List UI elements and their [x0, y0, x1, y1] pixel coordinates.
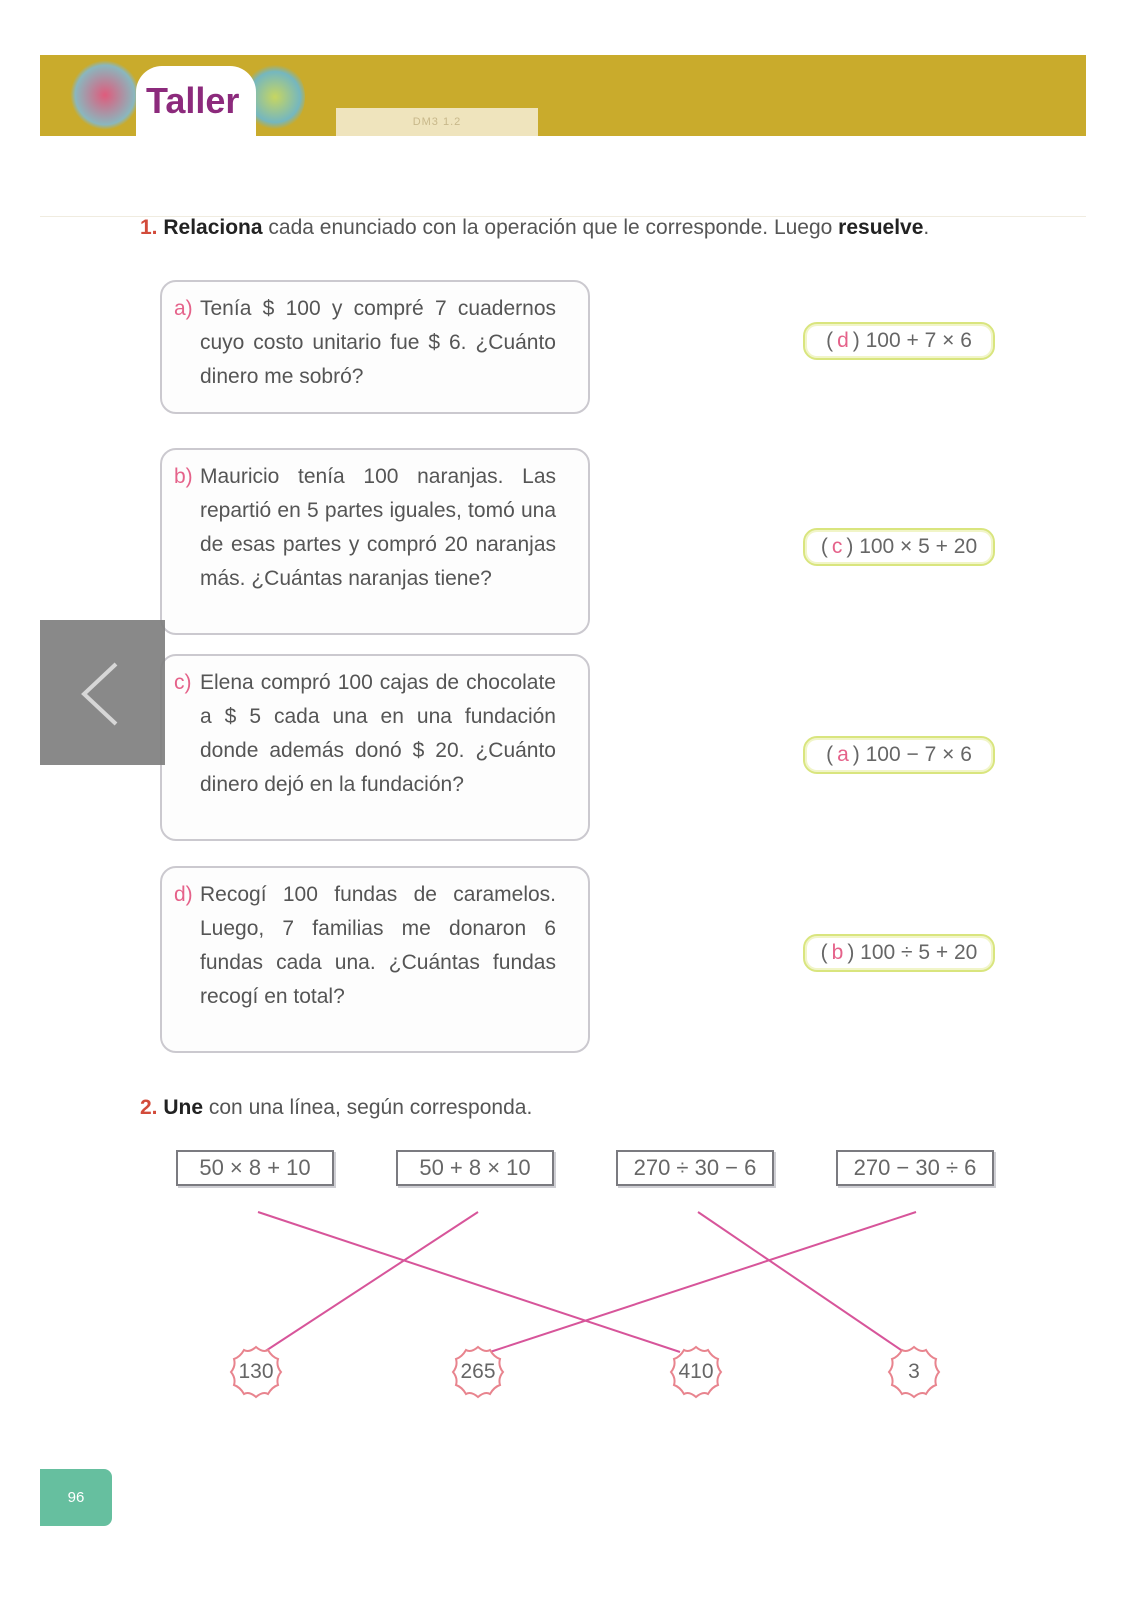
operation-expression: 100 − 7 × 6 — [865, 743, 972, 766]
statement-text: Mauricio tenía 100 naranjas. Las repartió en 5 partes iguales, tomó una de esas partes y compró 20 naranjas más. ¿Cuántas naranjas tiene? — [200, 465, 556, 590]
result-flower[interactable] — [886, 1344, 942, 1400]
operation-pill[interactable]: ( c ) 100 × 5 + 20 — [803, 528, 995, 566]
statement-letter: c) — [174, 671, 192, 694]
question-verb-2: resuelve — [838, 216, 924, 239]
operation-answer: b — [831, 941, 844, 964]
match-line — [264, 1212, 478, 1352]
page-title: Taller — [146, 80, 240, 121]
statement-letter: b) — [174, 465, 193, 488]
result-value: 130 — [238, 1360, 274, 1383]
page-number-tab: 96 — [40, 1469, 112, 1526]
question-number: 2. — [140, 1096, 158, 1119]
expression-box[interactable]: 270 ÷ 30 − 6 — [616, 1150, 774, 1186]
result-value: 3 — [908, 1360, 920, 1383]
match-line — [698, 1212, 904, 1352]
operation-expression: 100 × 5 + 20 — [859, 535, 978, 558]
operation-answer: c — [831, 535, 843, 558]
match-line — [490, 1212, 916, 1352]
operation-answer: a — [837, 743, 849, 766]
operation-pill[interactable]: ( b ) 100 ÷ 5 + 20 — [803, 934, 995, 972]
operation-pill[interactable]: ( d ) 100 + 7 × 6 — [803, 322, 995, 360]
question-text: con una línea, según corresponda. — [203, 1096, 533, 1119]
operation-pill[interactable]: ( a ) 100 − 7 × 6 — [803, 736, 995, 774]
header-tab-label: DM3 1.2 — [336, 108, 538, 136]
question-end: . — [923, 216, 930, 239]
operation-expression: 100 ÷ 5 + 20 — [860, 941, 978, 964]
statement-text: Elena compró 100 cajas de chocolate a $ 5 cada una en una fundación donde además donó $ 20. ¿Cuánto dinero dejó en la fundación? — [200, 671, 556, 796]
statement-text: Recogí 100 fundas de caramelos. Luego, 7 familias me donaron 6 fundas cada una. ¿Cuántas fundas recogí en total? — [200, 883, 556, 1008]
result-flower[interactable] — [668, 1344, 724, 1400]
statement-letter: a) — [174, 297, 193, 320]
question-verb: Une — [163, 1096, 204, 1119]
question-text: cada enunciado con la operación que le corresponde. Luego — [262, 216, 839, 239]
result-value: 265 — [460, 1360, 496, 1383]
expression-box[interactable]: 270 − 30 ÷ 6 — [836, 1150, 994, 1186]
expression-box[interactable]: 50 + 8 × 10 — [396, 1150, 554, 1186]
expression-box[interactable]: 50 × 8 + 10 — [176, 1150, 334, 1186]
statement-text: Tenía $ 100 y compré 7 cuadernos cuyo costo unitario fue $ 6. ¿Cuánto dinero me sobró? — [200, 297, 556, 388]
operation-expression: 100 + 7 × 6 — [865, 329, 972, 352]
question-verb: Relaciona — [163, 216, 263, 239]
statement-letter: d) — [174, 883, 193, 906]
question-number: 1. — [140, 216, 158, 239]
result-flower[interactable] — [228, 1344, 284, 1400]
result-value: 410 — [678, 1360, 714, 1383]
operation-answer: d — [837, 329, 849, 352]
match-line — [258, 1212, 680, 1352]
result-flower[interactable] — [450, 1344, 506, 1400]
